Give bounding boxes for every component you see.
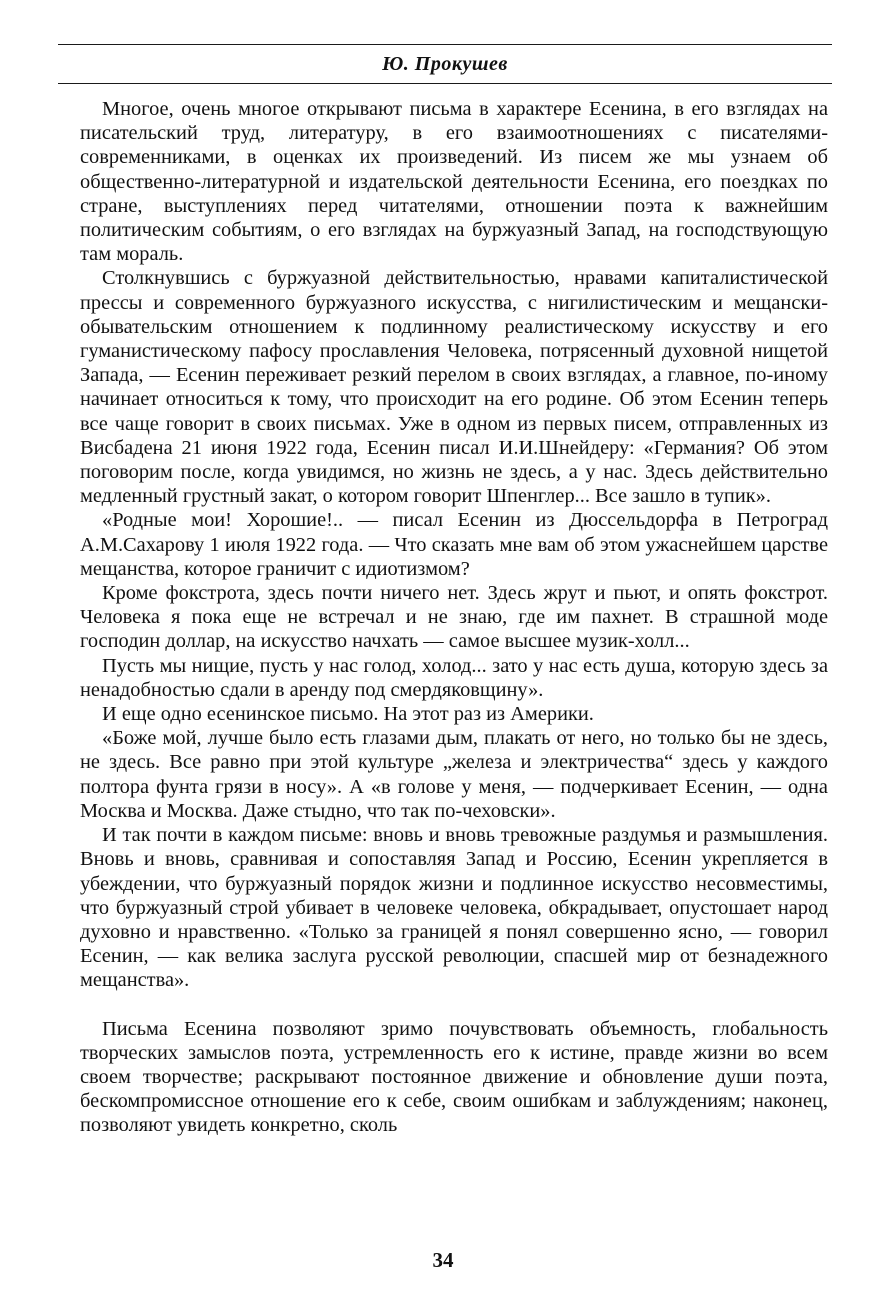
paragraph: Многое, очень многое открывают письма в характере Есенина, в его взглядах на писательский труд, литературу, в его взаимоотношениях с писателями-современниками, в оценках их произведений. Из писем же мы узнаем об общественно-литературной и издательской деятельности Есенина, его поездках по стране, выступлениях перед читателями, отношении поэта к важнейшим политическим событиям, о его взглядах на буржуазный Запад, на господствующую там мораль.: [80, 98, 828, 266]
paragraph: «Боже мой, лучше было есть глазами дым, плакать от него, но только бы не здесь, не здесь. Все равно при этой культуре „железа и электричества“ здесь у каждого полтора фунта грязи в носу». А «в голове у меня, — подчеркивает Есенин, — одна Москва и Москва. Даже стыдно, что так по-чеховски».: [80, 727, 828, 822]
body-text: [58, 97, 832, 1138]
paragraph: Письма Есенина позволяют зримо почувствовать объемность, глобальность творческих замыслов поэта, устремленность его к истине, правде жизни во всем своем творчестве; раскрывают постоянное движение и обновление души поэта, бескомпромиссное отношение его к себе, своим ошибкам и заблуждениям; наконец, позволяют увидеть конкретно, сколь: [80, 1017, 828, 1137]
paragraph: «Родные мои! Хорошие!.. — писал Есенин из Дюссельдорфа в Петроград А.М.Сахарову 1 июля 1922 года. — Что сказать мне вам об этом ужаснейшем царстве мещанства, которое граничит с идиотизмом?: [80, 509, 828, 580]
book-page: [58, 44, 832, 1138]
paragraph: Столкнувшись с буржуазной действительностью, нравами капиталистической прессы и современного буржуазного искусства, с нигилистическим и мещански-обывательским отношением к подлинному реалистическому искусству и его гуманистическому пафосу прославления Человека, потрясенный духовной нищетой Запада, — Есенин переживает резкий перелом в своих взглядах, а главное, по-иному начинает относиться к тому, что происходит на его родине. Об этом Есенин теперь все чаще говорит в своих письмах. Уже в одном из первых писем, отправленных из Висбадена 21 июня 1922 года, Есенин писал И.И.Шнейдеру: «Германия? Об этом поговорим после, когда увидимся, но жизнь не здесь, а у нас. Здесь действительно медленный грустный закат, о котором говорит Шпенглер... Все зашло в тупик».: [80, 267, 828, 508]
page-number: 34: [432, 1248, 454, 1272]
paragraph: И еще одно есенинское письмо. На этот раз из Америки.: [102, 703, 594, 726]
paragraph: Пусть мы нищие, пусть у нас голод, холод... зато у нас есть душа, которую здесь за ненадобностью сдали в аренду под смердяковщину».: [80, 654, 828, 701]
paragraph: И так почти в каждом письме: вновь и вновь тревожные раздумья и размышления. Вновь и вновь, сравнивая и сопоставляя Запад и Россию, Есенин укрепляется в убеждении, что буржуазный порядок жизни и подлинное искусство несовместимы, что буржуазный строй убивает в человеке человека, обкрадывает, опустошает народ духовно и нравственно. «Только за границей я понял совершенно ясно, — говорил Есенин, — как велика заслуга русской революции, спасшей мир от безнадежного мещанства».: [80, 824, 828, 992]
header-bottom-rule: [58, 83, 832, 84]
paragraph: Кроме фокстрота, здесь почти ничего нет. Здесь жрут и пьют, и опять фокстрот. Человека я пока еще не встречал и не знаю, где им пахнет. В страшной моде господин доллар, на искусство начхать — самое высшее музик-холл...: [80, 582, 828, 653]
running-title: Ю. Прокушев: [382, 53, 508, 75]
